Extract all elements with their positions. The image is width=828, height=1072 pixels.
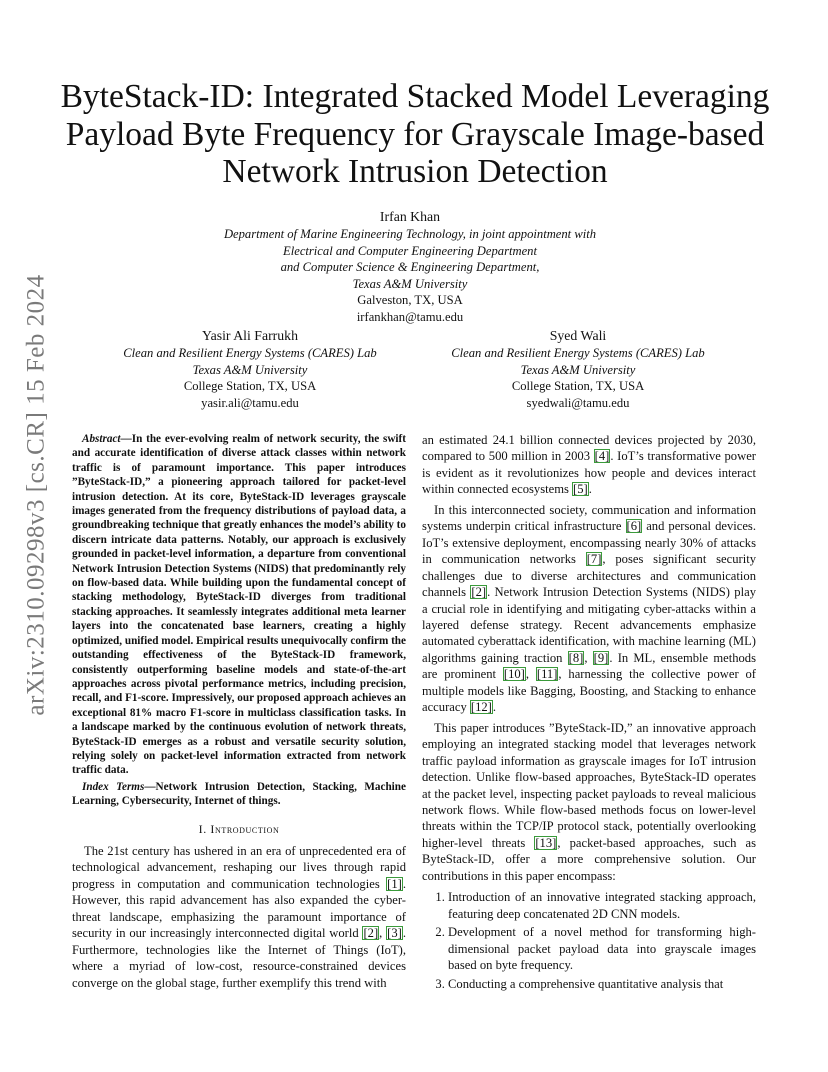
contribution-item: 1. Introduction of an innovative integrated stacking approach, featuring deep concatenated 2D CNN models. — [448, 889, 756, 922]
author-irfan-khan — [150, 208, 670, 326]
author-name: Irfan Khan — [379, 209, 441, 224]
citation-link[interactable]: [7] — [586, 552, 602, 567]
arxiv-identifier: arXiv:2310.09298v3 [cs.CR] 15 Feb 2024 — [23, 274, 51, 716]
author-email: syedwali@tamu.edu — [526, 395, 630, 410]
index-terms — [72, 780, 406, 809]
author-affiliation: Department of Marine Engineering Technology, in joint appointment with — [223, 227, 597, 241]
author-email: irfankhan@tamu.edu — [356, 309, 464, 324]
author-name: Syed Wali — [549, 328, 607, 343]
intro-paragraph-2: In this interconnected society, communication and information systems underpin critical infrastructure [6] and personal devices. IoT’s extensive deployment, encompassing nearly 30% of attacks in communication networks [7], poses significant security challenges due to diverse architectures and communication channels [2]. Network Intrusion Detection Systems (NIDS) play a crucial role in identifying and mitigating cyber-attacks within a layered defense strategy. Recent advancements emphasize automated cyberattack identification, with machine learning (ML) algorithms gaining traction [8], [9]. In ML, ensemble methods are prominent [10], [11], harnessing the collective power of multiple models like Bagging, Boosting, and Stacking to enhance accuracy [12]. — [422, 502, 757, 715]
citation-link[interactable]: [5] — [573, 482, 588, 497]
citation-link[interactable]: [6] — [626, 519, 642, 534]
abstract-text: —In the ever-evolving realm of network security, the swift and accurate identification of diverse attack classes within network traffic is of paramount importance. This paper introduces ”ByteStack-ID,” a pioneering approach tailored for packet-level intrusion detection. At its core, ByteStack-ID leverages grayscale images generated from the frequency distributions of payload data, a groundbreaking technique that greatly enhances the model’s ability to discern intricate data patterns. Notably, our approach is exclusively grounded in packet-level information, a departure from conventional Network Intrusion Detection Systems (NIDS) that predominantly rely on flow-based data. While building upon the fundamental concept of stacking methodology, ByteStack-ID diverges from traditional stacking approaches. It seamlessly integrates additional meta learner layers into the concatenated base learners, creating a highly optimized, unified model. Empirical results unequivocally confirm the outstanding effectiveness of the ByteStack-ID framework, consistently outperforming baseline models and state-of-the-art approaches across pivotal performance metrics, including precision, recall, and F1-score. Impressively, our proposed approach achieves an exceptional 81% macro F1-score in multiclass classification tasks. In a landscape marked by the continuous evolution of network threats, ByteStack-ID emerges as a robust and versatile security solution, relying solely on packet-level information extracted from network traffic data. — [72, 433, 406, 777]
citation-link[interactable]: [2] — [363, 926, 379, 941]
abstract-label: Abstract — [82, 433, 121, 445]
author-name: Yasir Ali Farrukh — [202, 328, 298, 343]
index-terms-text: —Network Intrusion Detection, Stacking, Machine Learning, Cybersecurity, Internet of things. — [72, 780, 406, 808]
intro-paragraph-1-d-left: . Furthermore, technologies like the Internet of Things (IoT), where a myriad of low-cost, resource-constrained devices converge on the global stage, further exemplify this trend with — [72, 926, 406, 990]
citation-link[interactable]: [13] — [535, 835, 557, 850]
author-syed-wali — [418, 327, 738, 411]
abstract — [72, 432, 406, 778]
citation-link[interactable]: [11] — [536, 667, 558, 682]
intro-paragraph-1-d-right: an estimated 24.1 billion connected devices projected by 2030, compared to 500 million in 2003 — [422, 433, 756, 464]
paper-title: ByteStack-ID: Integrated Stacked Model Leveraging Payload Byte Frequency for Grayscale Image-based Network Intrusion Detection — [60, 78, 770, 190]
author-affiliation: Clean and Resilient Energy Systems (CARES) Lab — [451, 346, 705, 360]
citation-link[interactable]: [10] — [503, 667, 525, 682]
citation-link[interactable]: [3] — [387, 926, 402, 941]
citation-link[interactable]: [4] — [594, 449, 610, 464]
left-column — [72, 432, 406, 991]
citation-link[interactable]: [12] — [470, 700, 492, 715]
citation-link[interactable]: [1] — [387, 876, 402, 891]
author-affiliation: Electrical and Computer Engineering Department — [283, 243, 537, 258]
citation-link[interactable]: [2] — [471, 585, 487, 600]
author-affiliation: Texas A&M University — [352, 276, 468, 291]
author-city: Galveston, TX, USA — [357, 293, 463, 308]
index-terms-label: Index Terms — [82, 780, 145, 793]
citation-link[interactable]: [8] — [568, 650, 584, 665]
author-affiliation: Clean and Resilient Energy Systems (CARES) Lab — [123, 346, 377, 360]
citation-link[interactable]: [9] — [593, 650, 609, 665]
intro-paragraph-3: This paper introduces ”ByteStack-ID,” an innovative approach employing an integrated stacking model that leverages network traffic payload information as grayscale images for IoT intrusion detection. Unlike flow-based approaches, ByteStack-ID operates at the packet level, inspecting packet payloads to reveal malicious network flows. While flow-based methods focus on lower-level threats within the TCP/IP protocol stack, potentially overlooking higher-level threats [13], packet-based approaches, such as ByteStack-ID, offer a more comprehensive solution. Our contributions in this paper encompass: — [422, 720, 756, 883]
right-column — [422, 432, 756, 994]
author-yasir-ali-farrukh — [90, 327, 410, 411]
author-city: College Station, TX, USA — [511, 379, 645, 394]
contributions-list — [422, 889, 756, 992]
intro-paragraph-1-part-1: The 21st century has ushered in an era of unprecedented era of technological advancement, reshaping our lives through rapid progress in computation and communication technologies [1]. However, this rapid advancement has also expanded the cyber-threat landscape, emphasizing the paramount importance of security in our increasingly interconnected digital world [2], [3]. Furthermore, technologies like the Internet of Things (IoT), where a myriad of low-cost, resource-constrained devices converge on the global stage, further exemplify this trend with — [72, 844, 406, 990]
contribution-item: 3. Conducting a comprehensive quantitative analysis that — [448, 976, 756, 992]
section-heading-introduction: I. Introduction — [198, 821, 280, 836]
author-email: yasir.ali@tamu.edu — [201, 395, 299, 410]
author-city: College Station, TX, USA — [183, 379, 317, 394]
contribution-item: 2. Development of a novel method for transforming high-dimensional packet payload data into grayscale images based on byte frequency. — [448, 924, 756, 973]
author-affiliation: Texas A&M University — [520, 362, 636, 377]
author-affiliation: and Computer Science & Engineering Department, — [280, 260, 540, 275]
intro-paragraph-1-part-2: an estimated 24.1 billion connected devices projected by 2030, compared to 500 million in 2003 [4]. IoT’s transformative power is evident as it revolutionizes how people and devices interact within connected ecosystems [5]. — [422, 433, 756, 497]
author-affiliation: Texas A&M University — [192, 362, 308, 377]
